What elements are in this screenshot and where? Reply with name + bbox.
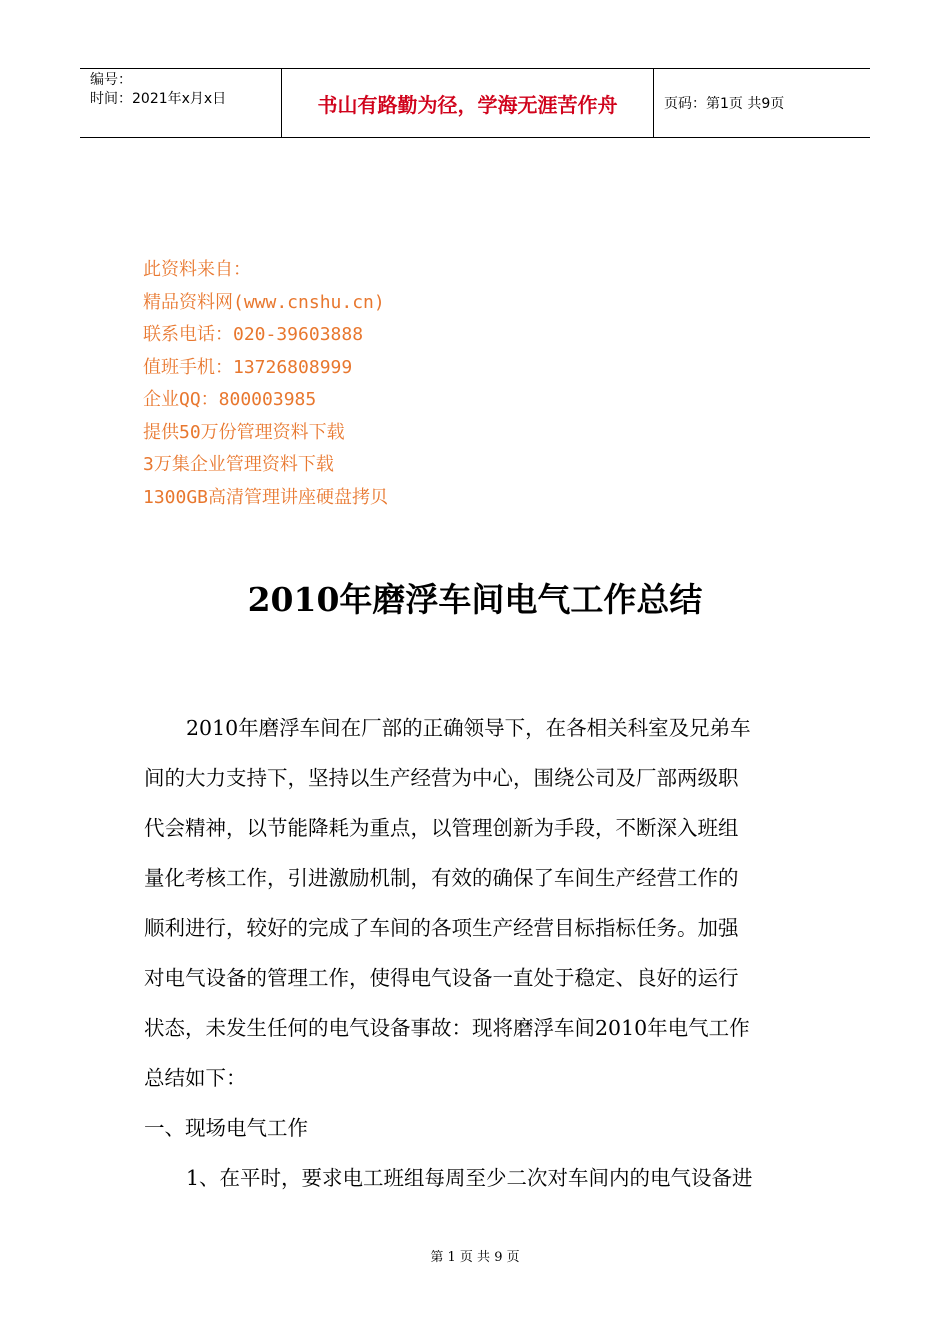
- body-line: 总结如下：: [144, 1066, 247, 1090]
- body-line: 状态，未发生任何的电气设备事故：现将磨浮车间2010年电气工作: [144, 1016, 750, 1040]
- document-title: 2010年磨浮车间电气工作总结: [247, 580, 703, 619]
- document-header: [80, 68, 870, 138]
- number-label: 编号：: [90, 72, 132, 88]
- source-line: 1300GB高清管理讲座硬盘拷贝: [143, 486, 389, 508]
- source-line: 联系电话：020-39603888: [143, 324, 364, 345]
- header-page-info: 页码：第1页 共9页: [664, 96, 785, 112]
- body-line: 代会精神，以节能降耗为重点，以管理创新为手段，不断深入班组: [144, 816, 739, 840]
- page-footer: 第 1 页 共 9 页: [430, 1250, 520, 1265]
- source-info-block: [143, 254, 388, 514]
- section-heading: 一、现场电气工作: [144, 1116, 308, 1140]
- source-line: 值班手机：13726808999: [143, 356, 353, 378]
- body-line: 量化考核工作，引进激励机制，有效的确保了车间生产经营工作的: [144, 866, 739, 890]
- source-line: 企业QQ：800003985: [143, 389, 317, 410]
- time-label: 时间：2021年x月x日: [90, 91, 227, 107]
- header-motto: 书山有路勤为径，学海无涯苦作舟: [282, 69, 654, 137]
- source-line: 此资料来自：: [143, 259, 251, 280]
- body-line: 对电气设备的管理工作，使得电气设备一直处于稳定、良好的运行: [144, 966, 739, 990]
- source-line: 提供50万份管理资料下载: [143, 421, 345, 443]
- source-line: 3万集企业管理资料下载: [143, 454, 334, 475]
- source-line: 精品资料网(www.cnshu.cn): [143, 291, 385, 313]
- body-line: 1、在平时，要求电工班组每周至少二次对车间内的电气设备进: [186, 1166, 753, 1190]
- body-line: 2010年磨浮车间在厂部的正确领导下，在各相关科室及兄弟车: [186, 716, 751, 740]
- body-line: 间的大力支持下，坚持以生产经营为中心，围绕公司及厂部两级职: [144, 766, 739, 790]
- body-line: 顺利进行，较好的完成了车间的各项生产经营目标指标任务。加强: [144, 916, 739, 940]
- document-body: [144, 703, 810, 1203]
- header-left-cell: [80, 69, 282, 137]
